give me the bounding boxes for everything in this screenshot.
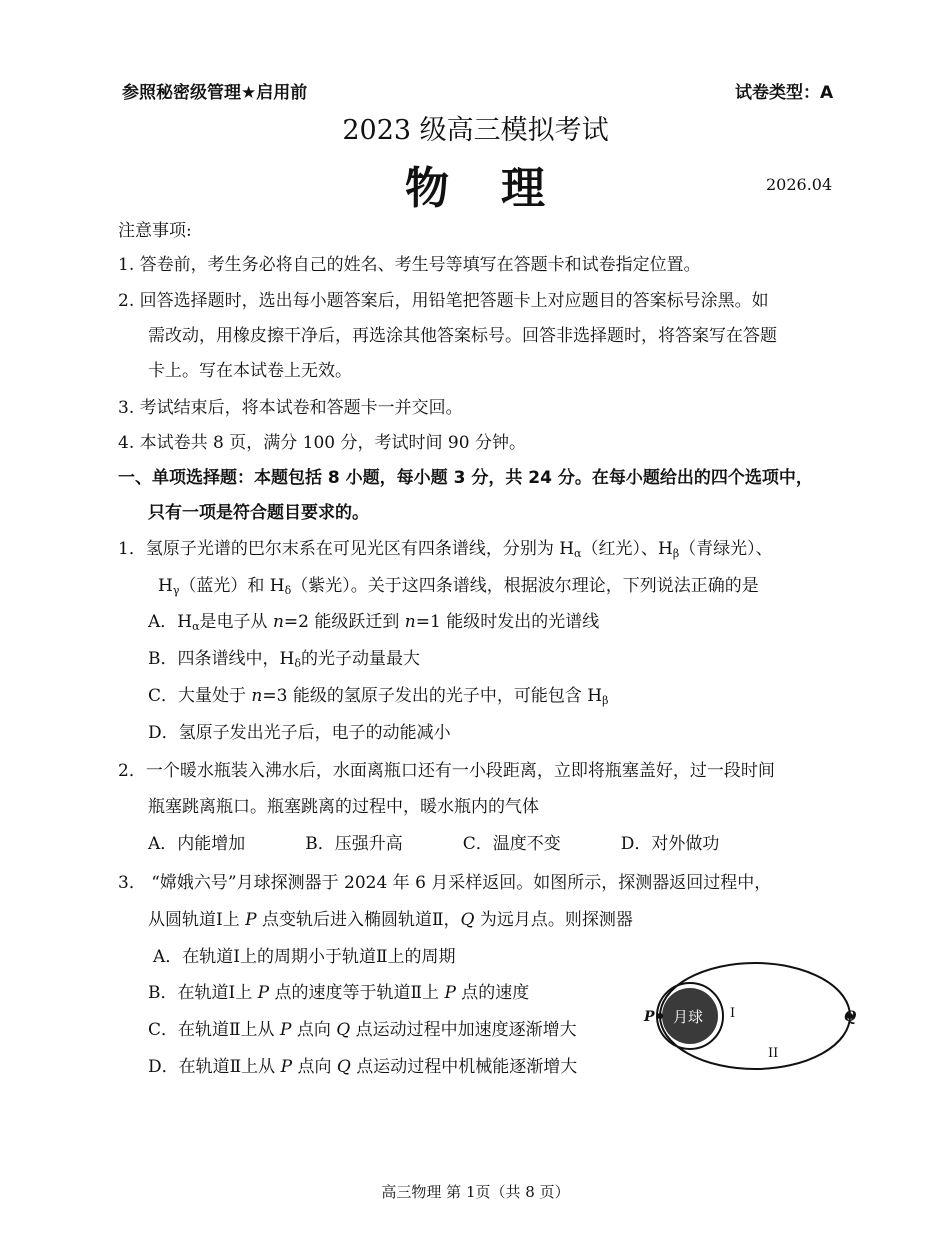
section-heading-cont: 只有一项是符合题目要求的。 bbox=[148, 503, 369, 523]
q1-option-c: C．大量处于 n=3 能级的氢原子发出的光子中，可能包含 $H_\beta$ bbox=[148, 686, 609, 707]
notes-item: 2. 回答选择题时，选出每小题答案后，用铅笔把答题卡上对应题目的答案标号涂黑。如 bbox=[118, 291, 769, 311]
q1-option-a: A．$H_\alpha$是电子从 n=2 能级跃迁到 n=1 能级时发出的光谱线 bbox=[148, 612, 600, 633]
orbit-i-label: I bbox=[730, 1006, 736, 1021]
q1-stem-cont: $H_\gamma$（蓝光）和 $H_\delta$（紫光）。关于这四条谱线，根据波尔理论，下列说法正确的是 bbox=[158, 576, 759, 597]
page-footer: 高三物理 第 1页（共 8 页） bbox=[381, 1183, 570, 1201]
confidential-label: 参照秘密级管理★启用前 bbox=[122, 83, 308, 103]
q1-option-b: B．四条谱线中，$H_\delta$的光子动量最大 bbox=[148, 649, 420, 670]
q3-stem-cont: 从圆轨道Ⅰ上 P 点变轨后进入椭圆轨道Ⅱ，Q 为远月点。则探测器 bbox=[148, 910, 633, 930]
notes-item: 3. 考试结束后，将本试卷和答题卡一并交回。 bbox=[118, 398, 463, 418]
notes-item: 1. 答卷前，考生务必将自己的姓名、考生号等填写在答题卡和试卷指定位置。 bbox=[118, 255, 701, 275]
q1-option-d: D．氢原子发出光子后，电子的动能减小 bbox=[148, 723, 451, 743]
subject-title: 物理 bbox=[405, 163, 597, 214]
exam-title: 2023 级高三模拟考试 bbox=[342, 115, 609, 146]
q3-option-c: C．在轨道Ⅱ上从 P 点向 Q 点运动过程中加速度逐渐增大 bbox=[148, 1020, 577, 1040]
exam-date: 2026.04 bbox=[766, 175, 833, 194]
q2-options bbox=[148, 829, 779, 854]
section-heading: 一、单项选择题：本题包括 8 小题，每小题 3 分，共 24 分。在每小题给出的四个选项中， bbox=[118, 468, 813, 488]
paper-type-label: 试卷类型：A bbox=[735, 83, 834, 103]
q2-option-c: C．温度不变 bbox=[462, 834, 561, 854]
q2-option-d: D．对外做功 bbox=[620, 834, 720, 854]
q3-option-a: A．在轨道Ⅰ上的周期小于轨道Ⅱ上的周期 bbox=[153, 947, 456, 967]
q2-stem-cont: 瓶塞跳离瓶口。瓶塞跳离的过程中，暖水瓶内的气体 bbox=[148, 797, 539, 817]
point-p-label: P bbox=[644, 1009, 655, 1025]
q3-option-d: D．在轨道Ⅱ上从 P 点向 Q 点运动过程中机械能逐渐增大 bbox=[148, 1057, 578, 1077]
notes-title: 注意事项: bbox=[118, 221, 192, 241]
moon-label: 月球 bbox=[672, 1008, 704, 1026]
point-q-label: Q bbox=[844, 1009, 857, 1025]
q2-option-b: B．压强升高 bbox=[305, 834, 403, 854]
q3-stem: 3． “嫦娥六号”月球探测器于 2024 年 6 月采样返回。如图所示，探测器返回过程中， bbox=[118, 873, 772, 893]
notes-item: 需改动，用橡皮擦干净后，再选涂其他答案标号。回答非选择题时，将答案写在答题 bbox=[148, 326, 777, 346]
q3-option-b: B．在轨道Ⅰ上 P 点的速度等于轨道Ⅱ上 P 点的速度 bbox=[148, 983, 530, 1003]
q2-stem: 2．一个暖水瓶装入沸水后，水面离瓶口还有一小段距离，立即将瓶塞盖好，过一段时间 bbox=[118, 761, 775, 781]
notes-item: 卡上。写在本试卷上无效。 bbox=[148, 361, 352, 381]
orbit-diagram bbox=[640, 955, 865, 1075]
notes-item: 4. 本试卷共 8 页，满分 100 分，考试时间 90 分钟。 bbox=[118, 433, 526, 453]
point-p-dot bbox=[657, 1013, 663, 1019]
q2-option-a: A．内能增加 bbox=[148, 834, 246, 854]
orbit-ii-label: II bbox=[768, 1046, 779, 1061]
q1-stem: 1．氢原子光谱的巴尔末系在可见光区有四条谱线，分别为 $H_\alpha$（红光）、$H_\beta$（青绿光）、 bbox=[118, 539, 773, 560]
